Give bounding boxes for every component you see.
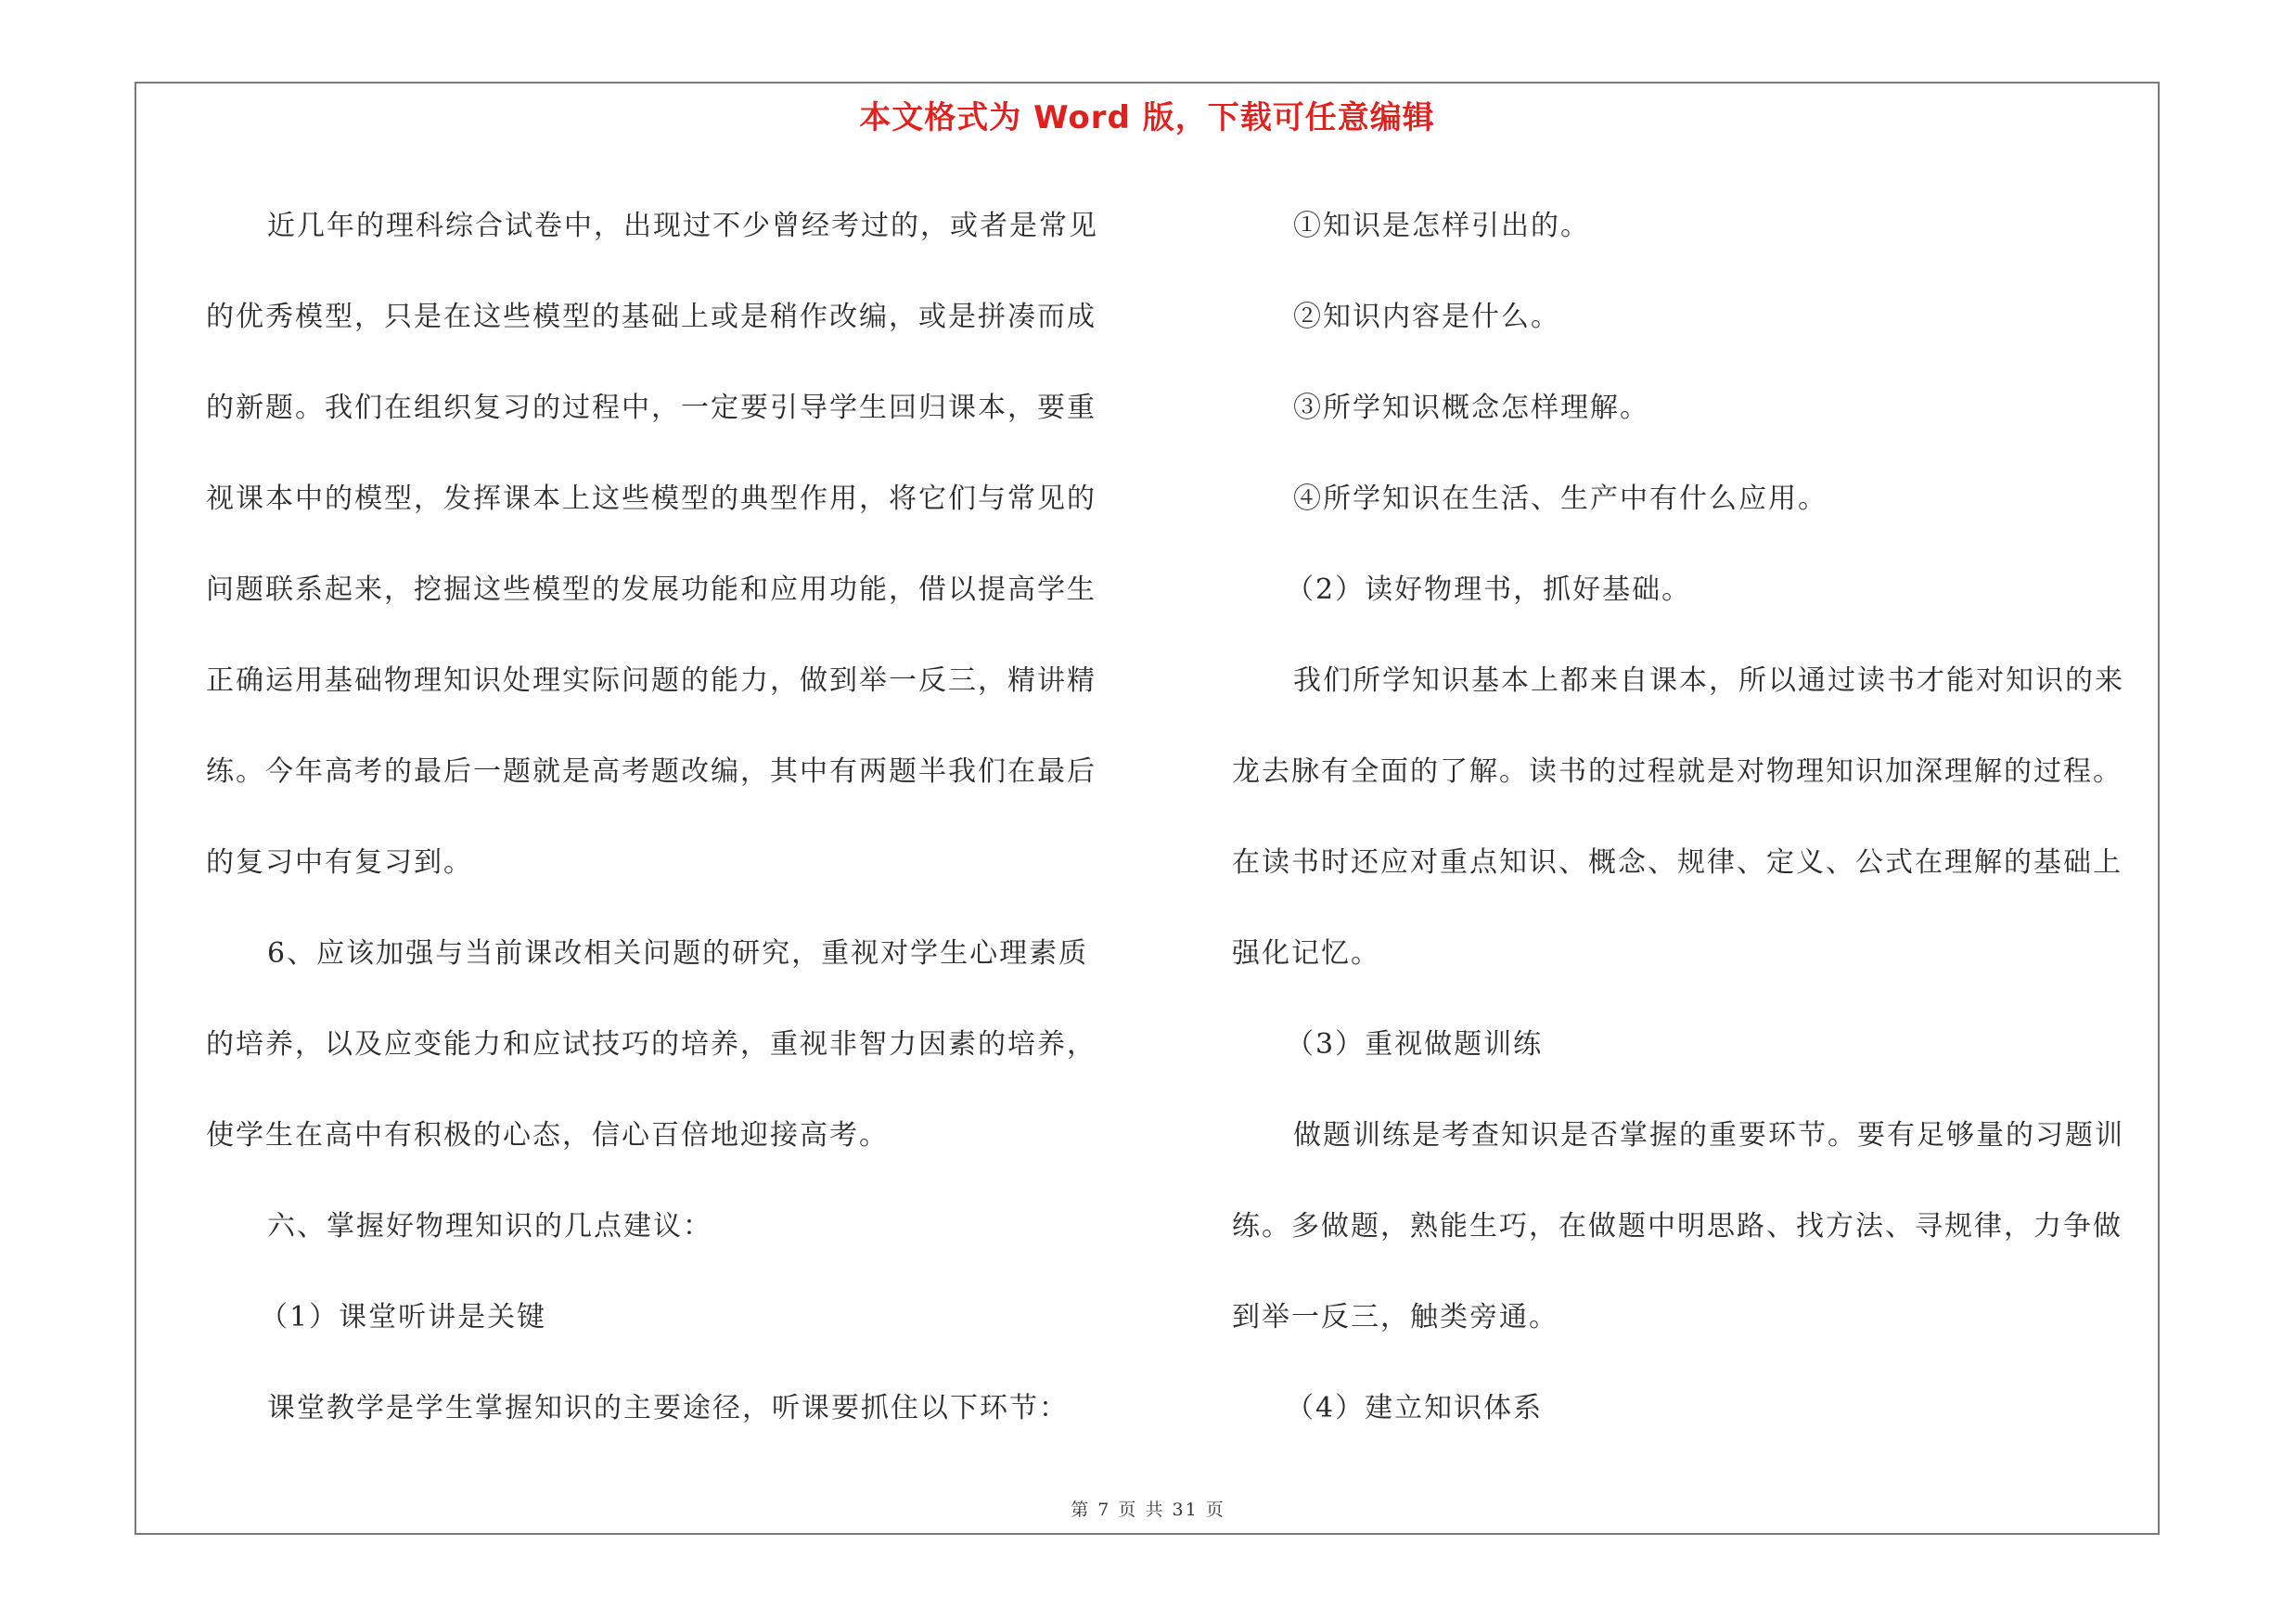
- text-line: 近几年的理科综合试卷中，出现过不少曾经考过的，或者是常见: [267, 210, 1098, 242]
- text-line: ④所学知识在生活、生产中有什么应用。: [1293, 483, 1828, 515]
- text-line: ②知识内容是什么。: [1293, 301, 1560, 333]
- text-line: 龙去脉有全面的了解。读书的过程就是对物理知识加深理解的过程。: [1232, 755, 2123, 788]
- text-line: 的新题。我们在组织复习的过程中，一定要引导学生回归课本，要重: [206, 392, 1097, 424]
- text-line: 课堂教学是学生掌握知识的主要途径，听课要抓住以下环节：: [267, 1392, 1069, 1424]
- text-line: 练。多做题，熟能生巧，在做题中明思路、找方法、寻规律，力争做: [1232, 1210, 2123, 1243]
- text-line: 问题联系起来，挖掘这些模型的发展功能和应用功能，借以提高学生: [206, 573, 1097, 606]
- page-number-footer: 第 7 页 共 31 页: [1071, 1500, 1225, 1520]
- text-line: 正确运用基础物理知识处理实际问题的能力，做到举一反三，精讲精: [206, 664, 1097, 697]
- text-line: （2）读好物理书，抓好基础。: [1286, 573, 1692, 606]
- text-line: 在读书时还应对重点知识、概念、规律、定义、公式在理解的基础上: [1232, 846, 2123, 879]
- text-line: 6、应该加强与当前课改相关问题的研究，重视对学生心理素质: [267, 937, 1089, 970]
- text-line: 的培养，以及应变能力和应试技巧的培养，重视非智力因素的培养，: [206, 1028, 1097, 1061]
- text-line: 到举一反三，触类旁通。: [1232, 1301, 1558, 1333]
- text-line: 视课本中的模型，发挥课本上这些模型的典型作用，将它们与常见的: [206, 483, 1097, 515]
- text-line: 使学生在高中有积极的心态，信心百倍地迎接高考。: [206, 1119, 889, 1152]
- text-line: 练。今年高考的最后一题就是高考题改编，其中有两题半我们在最后: [206, 755, 1097, 788]
- text-line: 我们所学知识基本上都来自课本，所以通过读书才能对知识的来: [1293, 664, 2124, 697]
- right-column: [1232, 181, 2160, 1454]
- text-line: 做题训练是考查知识是否掌握的重要环节。要有足够量的习题训: [1293, 1119, 2124, 1152]
- text-line: ③所学知识概念怎样理解。: [1293, 392, 1649, 424]
- left-column: [206, 181, 1143, 1454]
- text-line: 六、掌握好物理知识的几点建议：: [267, 1210, 712, 1243]
- text-line: 强化记忆。: [1232, 937, 1380, 970]
- text-line: （3）重视做题训练: [1286, 1028, 1544, 1061]
- text-line: （4）建立知识体系: [1286, 1392, 1544, 1424]
- text-line: 的复习中有复习到。: [206, 846, 473, 879]
- header-banner: 本文格式为 Word 版，下载可任意编辑: [859, 99, 1435, 136]
- text-line: （1）课堂听讲是关键: [260, 1301, 547, 1333]
- text-line: ①知识是怎样引出的。: [1293, 210, 1590, 242]
- text-line: 的优秀模型，只是在这些模型的基础上或是稍作改编，或是拼凑而成: [206, 301, 1097, 333]
